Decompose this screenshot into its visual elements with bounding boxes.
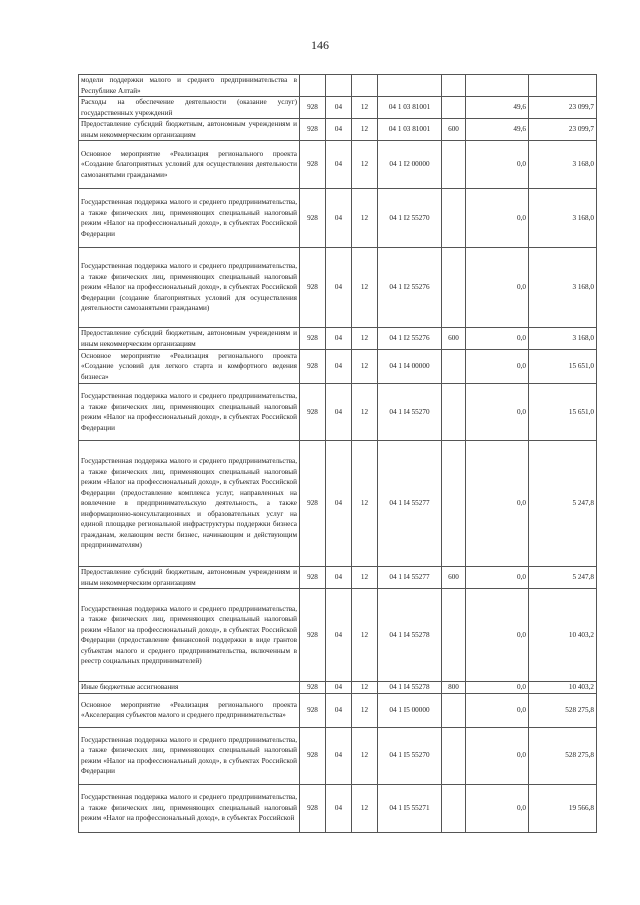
cell-grbs: 928 (300, 141, 326, 189)
cell-target-article: 04 1 I5 00000 (378, 693, 442, 727)
cell-amount-1: 49,6 (466, 97, 529, 119)
cell-amount-2: 15 651,0 (529, 350, 597, 384)
cell-target-article: 04 1 03 81001 (378, 119, 442, 141)
cell-amount-2: 23 099,7 (529, 119, 597, 141)
cell-subsection: 12 (352, 682, 378, 694)
cell-section: 04 (326, 248, 352, 328)
cell-amount-2: 5 247,8 (529, 567, 597, 589)
cell-expense-type (442, 141, 466, 189)
cell-section: 04 (326, 97, 352, 119)
cell-amount-1: 0,0 (466, 328, 529, 350)
table-row (79, 384, 597, 441)
cell-amount-1: 0,0 (466, 567, 529, 589)
cell-expense-type (442, 589, 466, 682)
cell-grbs (300, 75, 326, 97)
cell-target-article: 04 1 I4 55270 (378, 384, 442, 441)
cell-expense-type (442, 384, 466, 441)
cell-name: Иные бюджетные ассигнования (79, 682, 300, 694)
cell-subsection: 12 (352, 727, 378, 784)
cell-amount-2: 15 651,0 (529, 384, 597, 441)
cell-grbs: 928 (300, 384, 326, 441)
cell-amount-2: 19 566,8 (529, 784, 597, 832)
table-row (79, 189, 597, 248)
cell-target-article: 04 1 I5 55270 (378, 727, 442, 784)
cell-subsection (352, 75, 378, 97)
cell-target-article: 04 1 I2 00000 (378, 141, 442, 189)
cell-amount-1: 49,6 (466, 119, 529, 141)
cell-amount-1: 0,0 (466, 141, 529, 189)
cell-name: Предоставление субсидий бюджетным, автономным учреждениям и иным некоммерческим организациям (79, 328, 300, 350)
cell-amount-1: 0,0 (466, 350, 529, 384)
cell-name: Государственная поддержка малого и среднего предпринимательства, а также физических лиц, применяющих специальный налоговый режим «Налог на профессиональный доход», в субъектах Российской Федерации (79, 727, 300, 784)
cell-amount-2: 528 275,8 (529, 693, 597, 727)
table-row (79, 75, 597, 97)
cell-subsection: 12 (352, 97, 378, 119)
cell-grbs: 928 (300, 328, 326, 350)
cell-name: Расходы на обеспечение деятельности (оказание услуг) государственных учреждений (79, 97, 300, 119)
cell-amount-1: 0,0 (466, 784, 529, 832)
cell-subsection: 12 (352, 784, 378, 832)
table-row (79, 141, 597, 189)
cell-amount-1: 0,0 (466, 189, 529, 248)
table-row (79, 784, 597, 832)
cell-subsection: 12 (352, 589, 378, 682)
cell-grbs: 928 (300, 441, 326, 567)
cell-grbs: 928 (300, 97, 326, 119)
cell-amount-1: 0,0 (466, 441, 529, 567)
table-row (79, 727, 597, 784)
cell-grbs: 928 (300, 682, 326, 694)
cell-section: 04 (326, 682, 352, 694)
cell-target-article: 04 1 I5 55271 (378, 784, 442, 832)
cell-subsection: 12 (352, 119, 378, 141)
cell-target-article: 04 1 I4 55278 (378, 589, 442, 682)
cell-amount-2: 3 168,0 (529, 248, 597, 328)
cell-section: 04 (326, 141, 352, 189)
cell-amount-2: 528 275,8 (529, 727, 597, 784)
cell-amount-2 (529, 75, 597, 97)
cell-subsection: 12 (352, 141, 378, 189)
cell-amount-1: 0,0 (466, 248, 529, 328)
cell-grbs: 928 (300, 589, 326, 682)
cell-section: 04 (326, 727, 352, 784)
cell-expense-type (442, 248, 466, 328)
cell-amount-1: 0,0 (466, 727, 529, 784)
table-row (79, 328, 597, 350)
cell-grbs: 928 (300, 248, 326, 328)
cell-subsection: 12 (352, 350, 378, 384)
cell-name: Государственная поддержка малого и среднего предпринимательства, а также физических лиц, применяющих специальный налоговый режим «Налог на профессиональный доход», в субъектах Российской Федерации (создание благоприятных условий для осуществления деятельности самозанятыми гражданами) (79, 248, 300, 328)
cell-amount-1: 0,0 (466, 693, 529, 727)
cell-name: Основное мероприятие «Реализация регионального проекта «Создание благоприятных условий для осуществления деятельности самозанятыми гражданами» (79, 141, 300, 189)
cell-expense-type: 800 (442, 682, 466, 694)
cell-expense-type (442, 75, 466, 97)
cell-name: Государственная поддержка малого и среднего предпринимательства, а также физических лиц, применяющих специальный налоговый режим «Налог на профессиональный доход», в субъектах Российской Федерации (предоставление финансовой поддержки в виде грантов субъектам малого и среднего предпринимательства, включенным в реестр социальных предпринимателей) (79, 589, 300, 682)
cell-section: 04 (326, 350, 352, 384)
cell-section: 04 (326, 119, 352, 141)
cell-target-article: 04 1 03 81001 (378, 97, 442, 119)
cell-section: 04 (326, 441, 352, 567)
cell-amount-2: 10 403,2 (529, 589, 597, 682)
cell-name: Основное мероприятие «Реализация регионального проекта «Акселерация субъектов малого и среднего предпринимательства» (79, 693, 300, 727)
cell-target-article: 04 1 I2 55270 (378, 189, 442, 248)
cell-subsection: 12 (352, 328, 378, 350)
cell-subsection: 12 (352, 384, 378, 441)
cell-expense-type (442, 693, 466, 727)
table-row (79, 119, 597, 141)
cell-expense-type (442, 441, 466, 567)
cell-subsection: 12 (352, 441, 378, 567)
cell-section: 04 (326, 189, 352, 248)
cell-subsection: 12 (352, 567, 378, 589)
cell-expense-type (442, 784, 466, 832)
table-row (79, 693, 597, 727)
cell-subsection: 12 (352, 248, 378, 328)
cell-name: Государственная поддержка малого и среднего предпринимательства, а также физических лиц, применяющих специальный налоговый режим «Налог на профессиональный доход», в субъектах Российской Федерации (предоставление комплекса услуг, направленных на вовлечение в предпринимательскую деятельность, а также информационно-консультационных и образовательных услуг на единой площадке региональной инфраструктуры поддержки бизнеса гражданам, желающим вести бизнес, начинающим и действующим предпринимателям) (79, 441, 300, 567)
table-row (79, 589, 597, 682)
cell-expense-type: 600 (442, 567, 466, 589)
cell-target-article (378, 75, 442, 97)
cell-amount-1: 0,0 (466, 682, 529, 694)
cell-expense-type (442, 727, 466, 784)
cell-section (326, 75, 352, 97)
cell-amount-1 (466, 75, 529, 97)
cell-name: Предоставление субсидий бюджетным, автономным учреждениям и иным некоммерческим организациям (79, 567, 300, 589)
cell-name: Государственная поддержка малого и среднего предпринимательства, а также физических лиц, применяющих специальный налоговый режим «Налог на профессиональный доход», в субъектах Российской Федерации (79, 189, 300, 248)
cell-amount-2: 23 099,7 (529, 97, 597, 119)
table-row (79, 682, 597, 694)
cell-amount-2: 3 168,0 (529, 328, 597, 350)
cell-section: 04 (326, 384, 352, 441)
cell-subsection: 12 (352, 189, 378, 248)
cell-grbs: 928 (300, 567, 326, 589)
cell-amount-2: 10 403,2 (529, 682, 597, 694)
cell-amount-2: 5 247,8 (529, 441, 597, 567)
cell-expense-type: 600 (442, 328, 466, 350)
cell-expense-type (442, 350, 466, 384)
table-row (79, 97, 597, 119)
budget-table (78, 74, 597, 833)
cell-name: Государственная поддержка малого и среднего предпринимательства, а также физических лиц, применяющих специальный налоговый режим «Налог на профессиональный доход», в субъектах Российской (79, 784, 300, 832)
table-row (79, 248, 597, 328)
cell-target-article: 04 1 I4 55277 (378, 567, 442, 589)
cell-target-article: 04 1 I2 55276 (378, 328, 442, 350)
cell-expense-type (442, 189, 466, 248)
cell-section: 04 (326, 784, 352, 832)
table-row (79, 441, 597, 567)
cell-name: модели поддержки малого и среднего предпринимательства в Республике Алтай» (79, 75, 300, 97)
cell-amount-2: 3 168,0 (529, 189, 597, 248)
cell-grbs: 928 (300, 693, 326, 727)
cell-amount-1: 0,0 (466, 384, 529, 441)
cell-subsection: 12 (352, 693, 378, 727)
cell-grbs: 928 (300, 350, 326, 384)
cell-section: 04 (326, 693, 352, 727)
cell-target-article: 04 1 I4 55277 (378, 441, 442, 567)
cell-expense-type: 600 (442, 119, 466, 141)
cell-grbs: 928 (300, 784, 326, 832)
cell-target-article: 04 1 I4 00000 (378, 350, 442, 384)
cell-amount-2: 3 168,0 (529, 141, 597, 189)
table-body (79, 75, 597, 833)
cell-section: 04 (326, 567, 352, 589)
cell-expense-type (442, 97, 466, 119)
cell-amount-1: 0,0 (466, 589, 529, 682)
cell-name: Основное мероприятие «Реализация регионального проекта «Создание условий для легкого старта и комфортного ведения бизнеса» (79, 350, 300, 384)
cell-target-article: 04 1 I4 55278 (378, 682, 442, 694)
page-number: 146 (311, 38, 329, 52)
table-row (79, 567, 597, 589)
cell-grbs: 928 (300, 727, 326, 784)
cell-grbs: 928 (300, 189, 326, 248)
cell-target-article: 04 1 I2 55276 (378, 248, 442, 328)
cell-section: 04 (326, 589, 352, 682)
cell-name: Предоставление субсидий бюджетным, автономным учреждениям и иным некоммерческим организациям (79, 119, 300, 141)
cell-grbs: 928 (300, 119, 326, 141)
cell-section: 04 (326, 328, 352, 350)
table-row (79, 350, 597, 384)
cell-name: Государственная поддержка малого и среднего предпринимательства, а также физических лиц, применяющих специальный налоговый режим «Налог на профессиональный доход», в субъектах Российской Федерации (79, 384, 300, 441)
